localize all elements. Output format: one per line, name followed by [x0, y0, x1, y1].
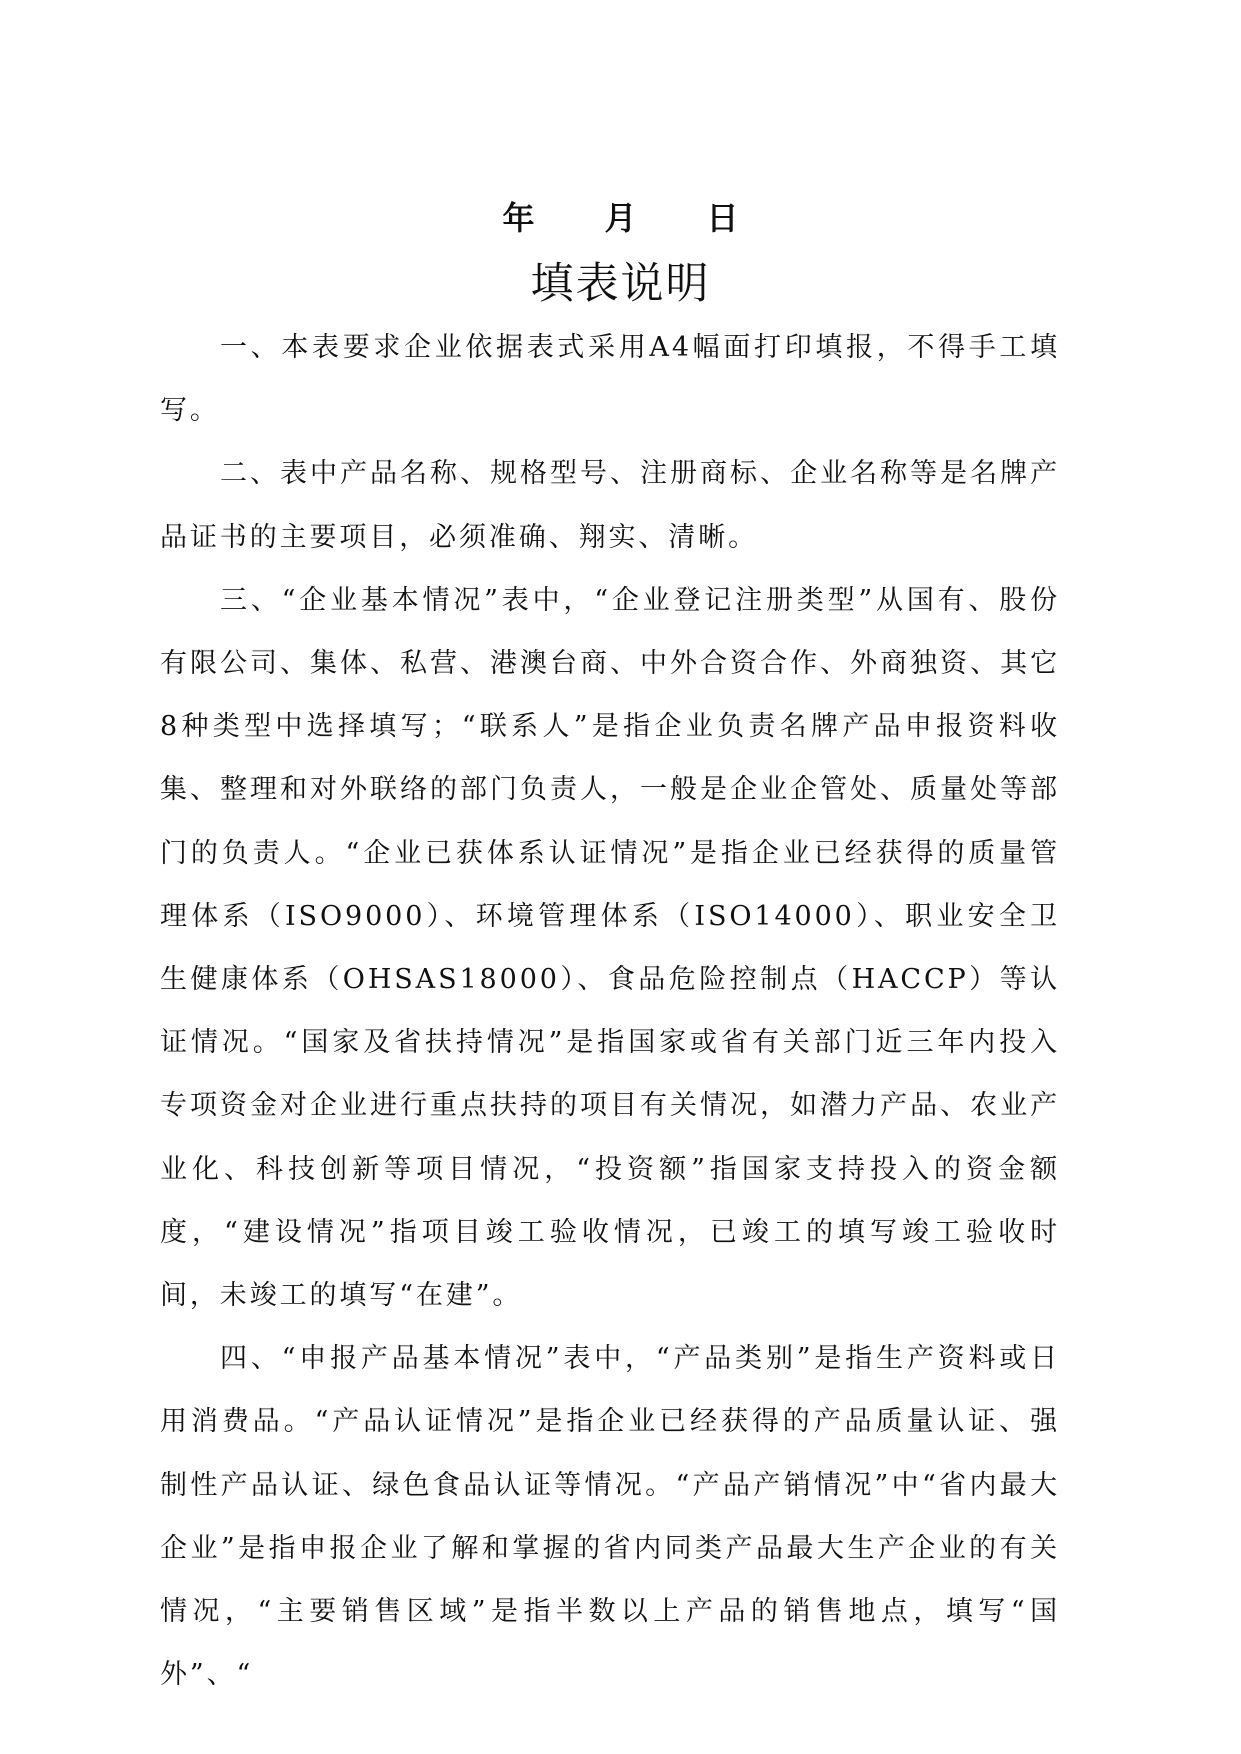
instruction-paragraph-2: 二、表中产品名称、规格型号、注册商标、企业名称等是名牌产品证书的主要项目，必须准确、翔实、清晰。 [160, 458, 1060, 553]
page-title: 填表说明 [530, 259, 711, 309]
instruction-paragraph-3: 三、“企业基本情况”表中，“企业登记注册类型”从国有、股份有限公司、集体、私营、港澳台商、中外合资合作、外商独资、其它8种类型中选择填写；“联系人”是指企业负责名牌产品申报资料收集、整理和对外联络的部门负责人，一般是企业企管处、质量处等部门的负责人。“企业已获体系认证情况”是指企业已经获得的质量管理体系（ISO9000）、环境管理体系（ISO14000）、职业安全卫生健康体系（OHSAS18000）、食品危险控制点（HACCP）等认证情况。“国家及省扶持情况”是指国家或省有关部门近三年内投入专项资金对企业进行重点扶持的项目有关情况，如潜力产品、农业产业化、科技创新等项目情况，“投资额”指国家支持投入的资金额度，“建设情况”指项目竣工验收情况，已竣工的填写竣工验收时间，未竣工的填写“在建”。 [160, 584, 1060, 1312]
instruction-paragraph-4: 四、“申报产品基本情况”表中，“产品类别”是指生产资料或日用消费品。“产品认证情况”是指企业已经获得的产品质量认证、强制性产品认证、绿色食品认证等情况。“产品产销情况”中“省内最大企业”是指申报企业了解和掌握的省内同类产品最大生产企业的有关情况，“主要销售区域”是指半数以上产品的销售地点，填写“国外”、“ [160, 1343, 1060, 1691]
instruction-paragraph-1: 一、本表要求企业依据表式采用A4幅面打印填报，不得手工填写。 [160, 332, 1060, 427]
date-line [0, 196, 1241, 240]
instructions-body [160, 316, 1060, 1706]
date-year: 年 [502, 199, 535, 237]
date-month: 月 [604, 199, 637, 237]
date-day: 日 [706, 199, 739, 237]
